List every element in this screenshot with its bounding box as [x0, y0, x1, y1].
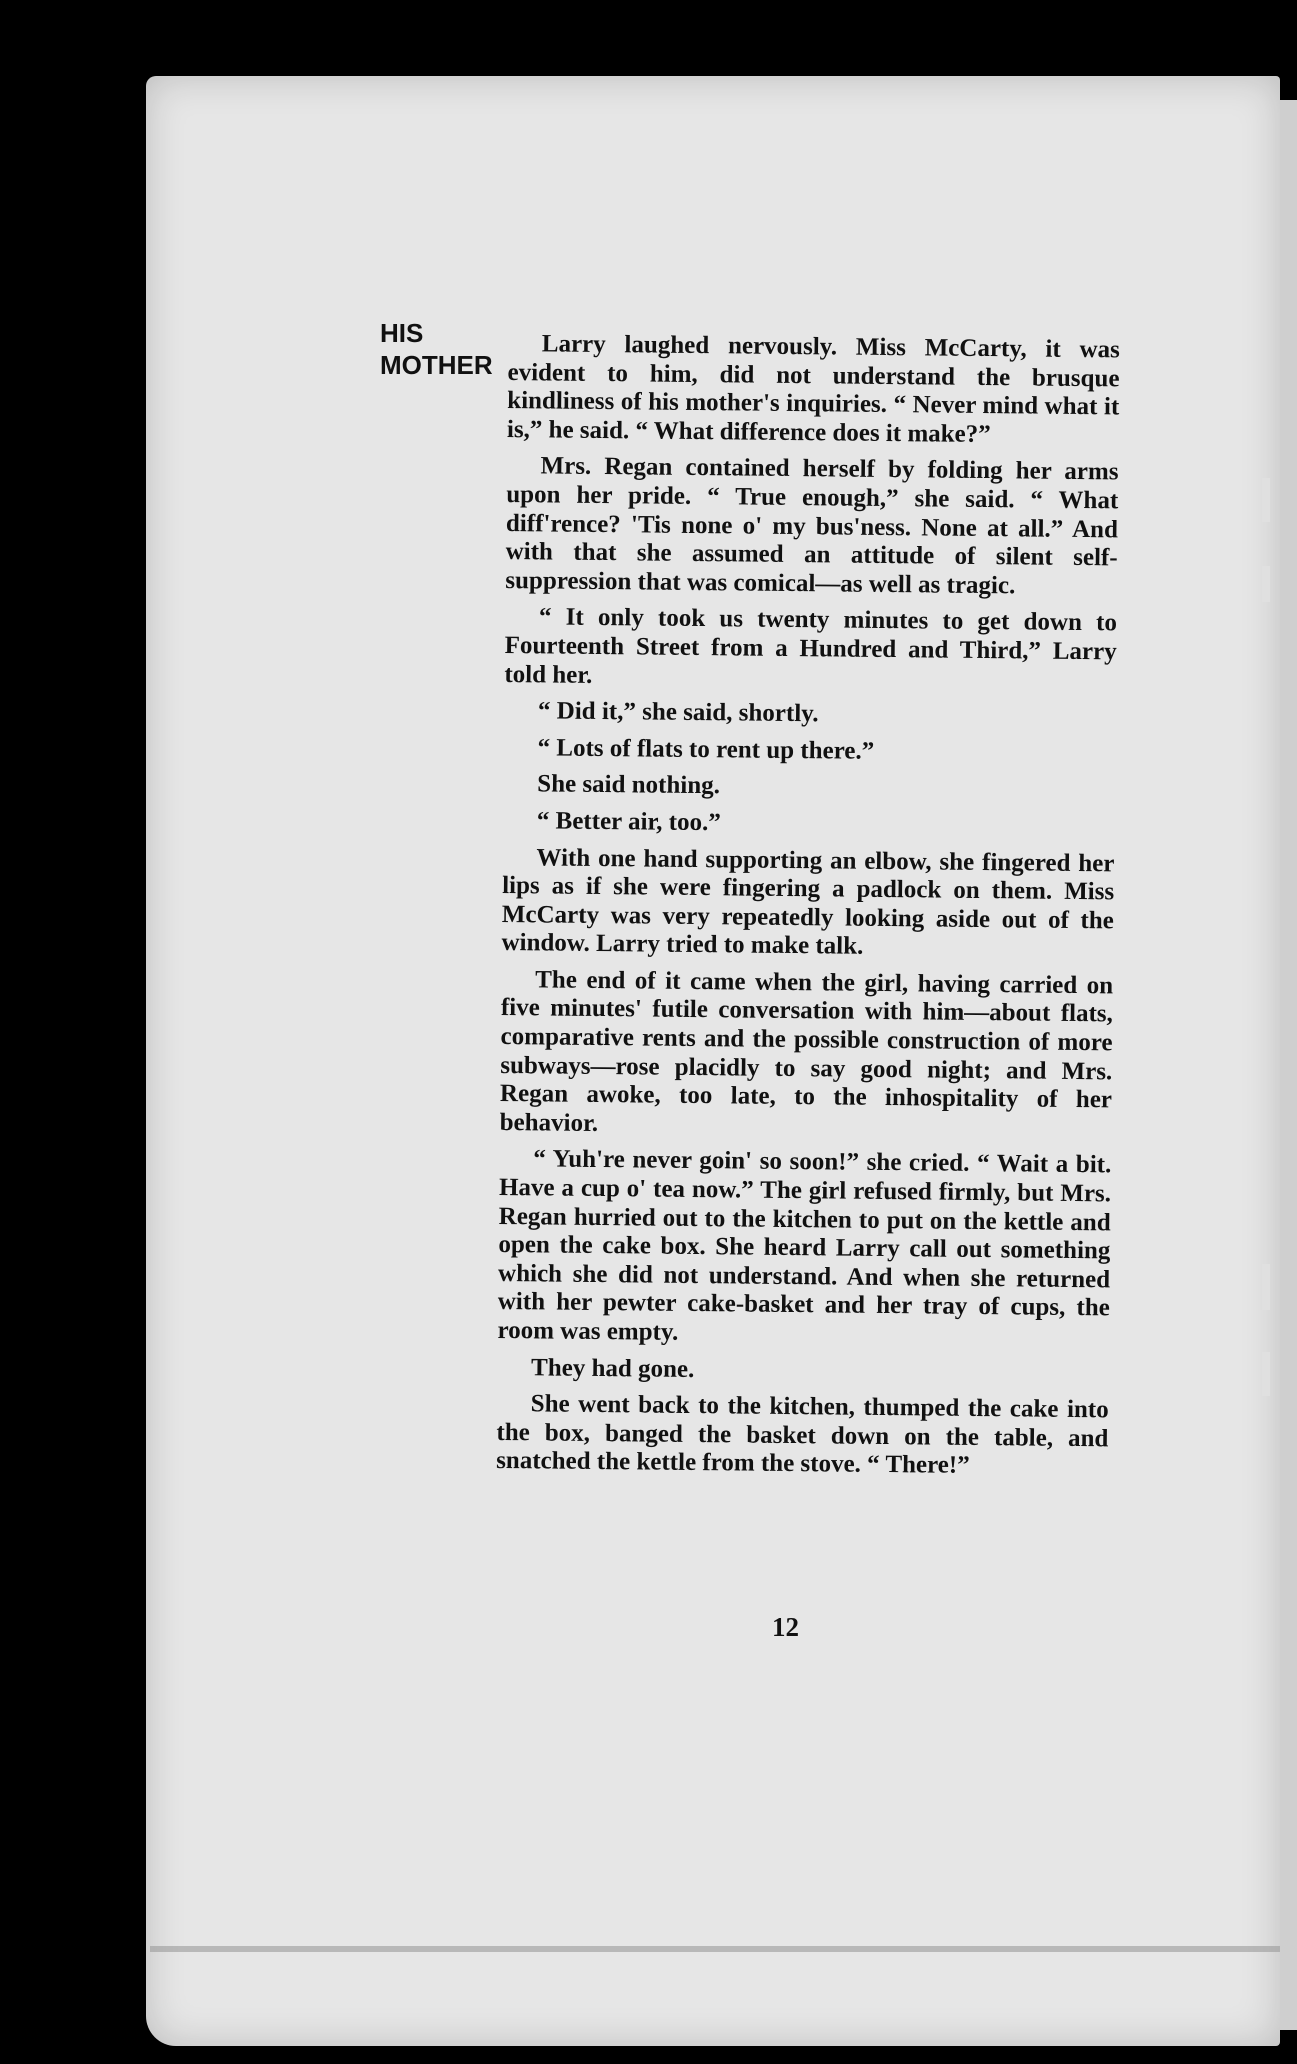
page-edge: [1278, 100, 1297, 2030]
paragraph: They had gone.: [530, 1353, 695, 1383]
page-number: 12: [772, 1612, 799, 1642]
paragraph: “ Better air, too.”: [536, 807, 721, 837]
paragraph: She said nothing.: [537, 770, 721, 800]
edge-mark: [1262, 1352, 1270, 1396]
paragraph: She went back to the kitchen, thumped the cake into the box, banged the basket down on the table, and snatched the kettle from the stove. “ There!”: [496, 1390, 1109, 1480]
page-bottom-edge: [150, 1946, 1280, 1952]
running-head-line1: HIS: [380, 318, 424, 348]
edge-mark: [1262, 1264, 1270, 1310]
edge-mark: [1262, 566, 1270, 602]
running-head: [380, 317, 493, 381]
paragraph: Larry laughed nervously. Miss McCarty, it was evident to him, did not understand the brusque kindliness of his mother's inquiries. “ Never mind what it is,” he said. “ What difference does it make?”: [506, 330, 1120, 448]
paragraph: With one hand supporting an elbow, she fingered her lips as if she were fingering a padlock on them. Miss McCarty was very repeatedly looking aside out of the window. Larry tried to make talk.: [501, 843, 1115, 961]
paragraph: “ Did it,” she said, shortly.: [537, 697, 819, 728]
paragraph: “ Lots of flats to rent up there.”: [537, 734, 875, 765]
body-text: [496, 330, 1120, 1490]
paragraph: “ Yuh're never goin' so soon!” she cried. “ Wait a bit. Have a cup o' tea now.” The girl refused firmly, but Mrs. Regan hurried out to the kitchen to put on the kettle and open the cake box. She heard Larry call out something which she did not understand. And when she returned with her pewter cake-basket and her tray of cups, the room was empty.: [497, 1145, 1112, 1346]
paragraph: Mrs. Regan contained herself by folding her arms upon her pride. “ True enough,” she said. “ What diff'rence? 'Tis none o' my bus'ness. None at all.” And with that she assumed an attitude of silent self-suppression that was comical—as well as tragic.: [505, 452, 1119, 600]
running-head-line2: MOTHER: [380, 350, 493, 380]
paragraph: “ It only took us twenty minutes to get down to Fourteenth Street from a Hundred and Third,” Larry told her.: [504, 603, 1118, 689]
paragraph: The end of it came when the girl, having carried on five minutes' futile conversation with him—about flats, comparative rents and the possible construction of more subways—rose placidly to say good night; and Mrs. Regan awoke, too late, to the inhospitality of her behavior.: [499, 966, 1114, 1137]
edge-mark: [1262, 478, 1270, 522]
